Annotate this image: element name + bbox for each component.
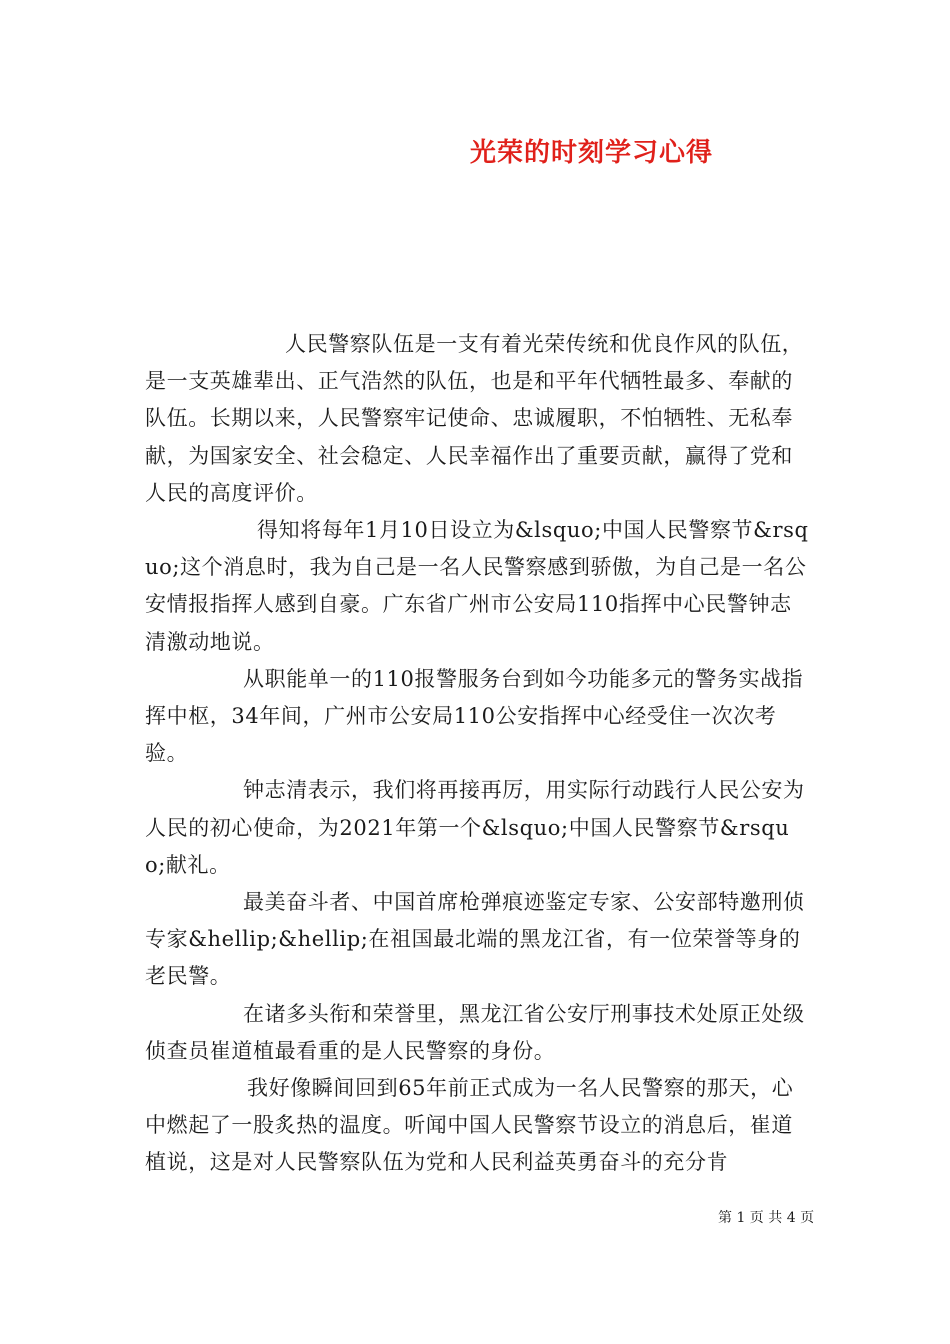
paragraph: 得知将每年1月10日设立为&lsquo;中国人民警察节&rsquo;这个消息时，我为自己是一名人民警察感到骄傲，为自己是一名公安情报指挥人感到自豪。广东省广州市公安局110指挥中心民警钟志清激动地说。 — [145, 518, 809, 654]
paragraph: 人民警察队伍是一支有着光荣传统和优良作风的队伍，是一支英雄辈出、正气浩然的队伍，也是和平年代牺牲最多、奉献的队伍。长期以来，人民警察牢记使命、忠诚履职，不怕牺牲、无私奉献，为国家安全、社会稳定、人民幸福作出了重要贡献，赢得了党和人民的高度评价。 — [145, 332, 804, 505]
page-number-footer: 第 1 页 共 4 页 — [718, 1210, 815, 1226]
paragraph: 钟志清表示，我们将再接再厉，用实际行动践行人民公安为人民的初心使命，为2021年第一个&lsquo;中国人民警察节&rsquo;献礼。 — [145, 778, 805, 877]
page-title: 光荣的时刻学习心得 — [470, 138, 714, 168]
paragraph: 从职能单一的110报警服务台到如今功能多元的警务实战指挥中枢，34年间，广州市公安局110公安指挥中心经受住一次次考验。 — [145, 666, 804, 766]
paragraph: 最美奋斗者、中国首席枪弹痕迹鉴定专家、公安部特邀刑侦专家&hellip;&hellip;在祖国最北端的黑龙江省，有一位荣誉等身的老民警。 — [145, 890, 805, 989]
paragraph: 我好像瞬间回到65年前正式成为一名人民警察的那天，心中燃起了一股炙热的温度。听闻中国人民警察节设立的消息后，崔道植说，这是对人民警察队伍为党和人民利益英勇奋斗的充分肯 — [145, 1076, 794, 1175]
paragraph: 在诸多头衔和荣誉里，黑龙江省公安厅刑事技术处原正处级侦查员崔道植最看重的是人民警察的身份。 — [145, 1001, 805, 1063]
document-body — [145, 326, 810, 1182]
